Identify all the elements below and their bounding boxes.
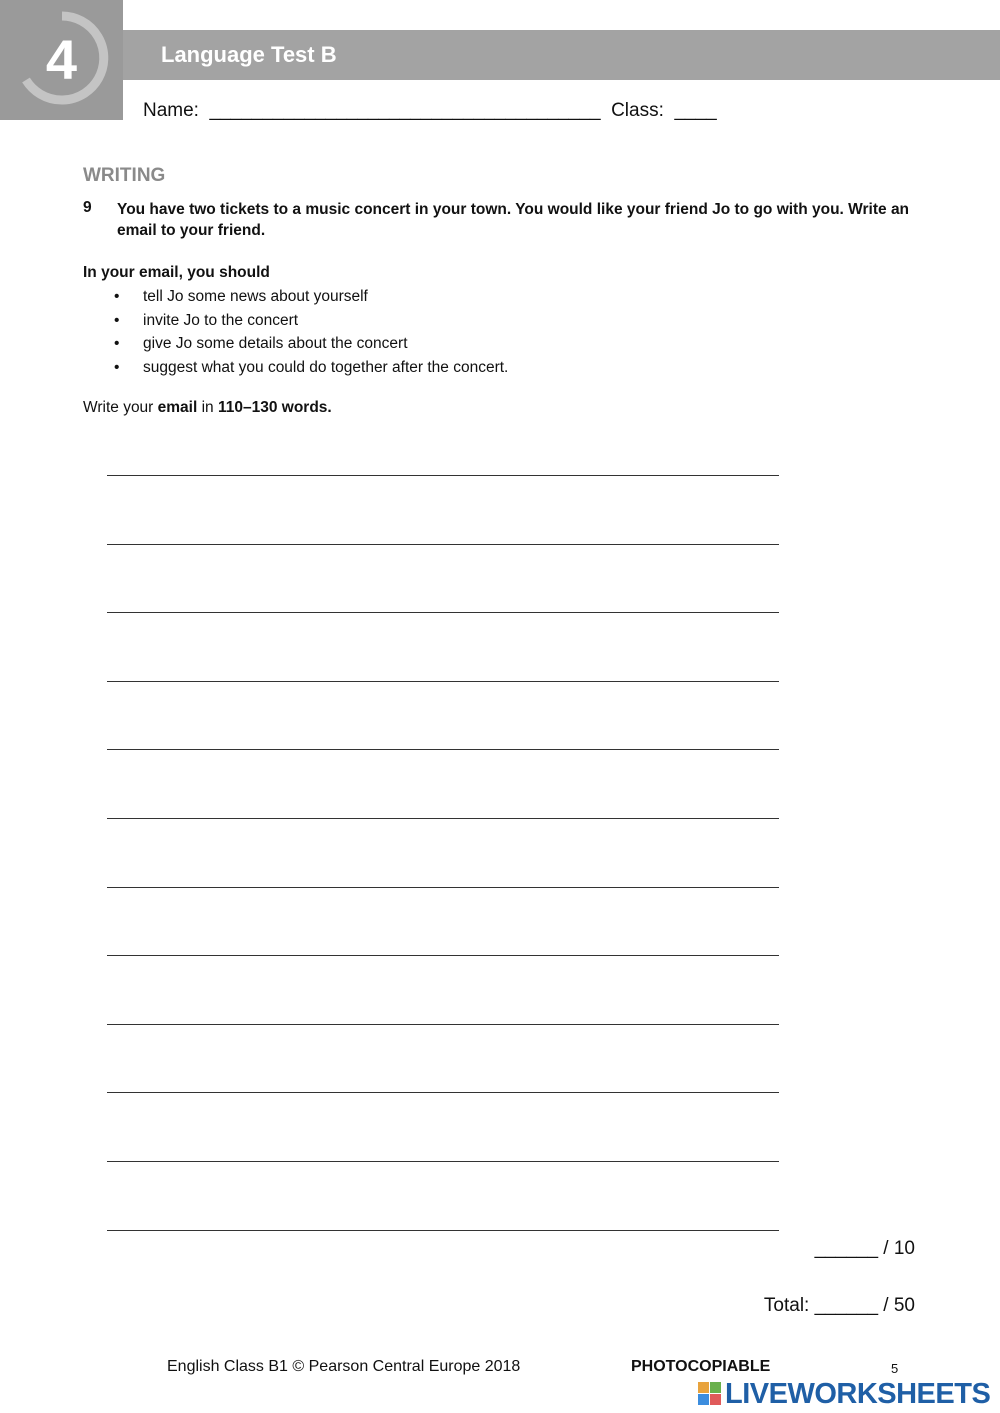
answer-line[interactable] <box>107 651 779 682</box>
answer-area <box>107 445 779 1268</box>
list-item: • tell Jo some news about yourself <box>114 288 368 305</box>
total-max: / 50 <box>883 1295 915 1316</box>
title-bar <box>123 30 1000 80</box>
bullet-icon: • <box>114 335 120 352</box>
answer-line[interactable] <box>107 1131 779 1162</box>
name-class-row <box>143 100 717 122</box>
score-blank[interactable]: ______ <box>814 1238 879 1259</box>
list-item: • give Jo some details about the concert <box>114 335 408 352</box>
list-item: • suggest what you could do together after the concert. <box>114 358 509 376</box>
footer-copyright: English Class B1 © Pearson Central Europe 2018 <box>167 1358 521 1375</box>
answer-line[interactable] <box>107 514 779 545</box>
answer-line[interactable] <box>107 925 779 956</box>
liveworksheets-icon <box>698 1382 722 1406</box>
section-heading: WRITING <box>83 165 166 186</box>
instructions-heading: In your email, you should <box>83 264 270 281</box>
total-label: Total: <box>763 1295 810 1316</box>
class-blank[interactable]: ____ <box>674 100 717 121</box>
answer-line[interactable] <box>107 788 779 819</box>
bullet-icon: • <box>114 311 120 329</box>
name-label: Name: <box>143 100 199 121</box>
answer-line[interactable] <box>107 445 779 476</box>
total-blank[interactable]: ______ <box>814 1295 879 1316</box>
section-score <box>815 1238 915 1260</box>
question-number: 9 <box>83 199 92 216</box>
instructions-list <box>83 287 508 381</box>
answer-line[interactable] <box>107 1062 779 1093</box>
bullet-icon: • <box>114 358 120 376</box>
name-blank[interactable]: _____________________________________ <box>209 100 601 121</box>
bullet-icon: • <box>114 288 120 305</box>
page-number: 5 <box>891 1361 899 1376</box>
answer-line[interactable] <box>107 582 779 613</box>
answer-line[interactable] <box>107 719 779 750</box>
answer-line[interactable] <box>107 857 779 888</box>
answer-line[interactable] <box>107 994 779 1025</box>
list-item: • invite Jo to the concert <box>114 311 299 329</box>
answer-line[interactable] <box>107 1200 779 1231</box>
unit-number: 4 <box>45 28 78 91</box>
word-requirement: Write your email in 110–130 words. <box>83 399 332 416</box>
question-text: You have two tickets to a music concert in your town. You would like your friend Jo to go with you. Write an email to your friend. <box>117 201 910 239</box>
footer-photocopiable: PHOTOCOPIABLE <box>631 1358 771 1375</box>
liveworksheets-text: LIVEWORKSHEETS <box>725 1378 991 1410</box>
page-title: Language Test B <box>161 42 337 67</box>
score-max: / 10 <box>883 1238 915 1259</box>
class-label: Class: <box>611 100 664 121</box>
total-score <box>764 1295 915 1317</box>
unit-badge <box>0 0 123 120</box>
